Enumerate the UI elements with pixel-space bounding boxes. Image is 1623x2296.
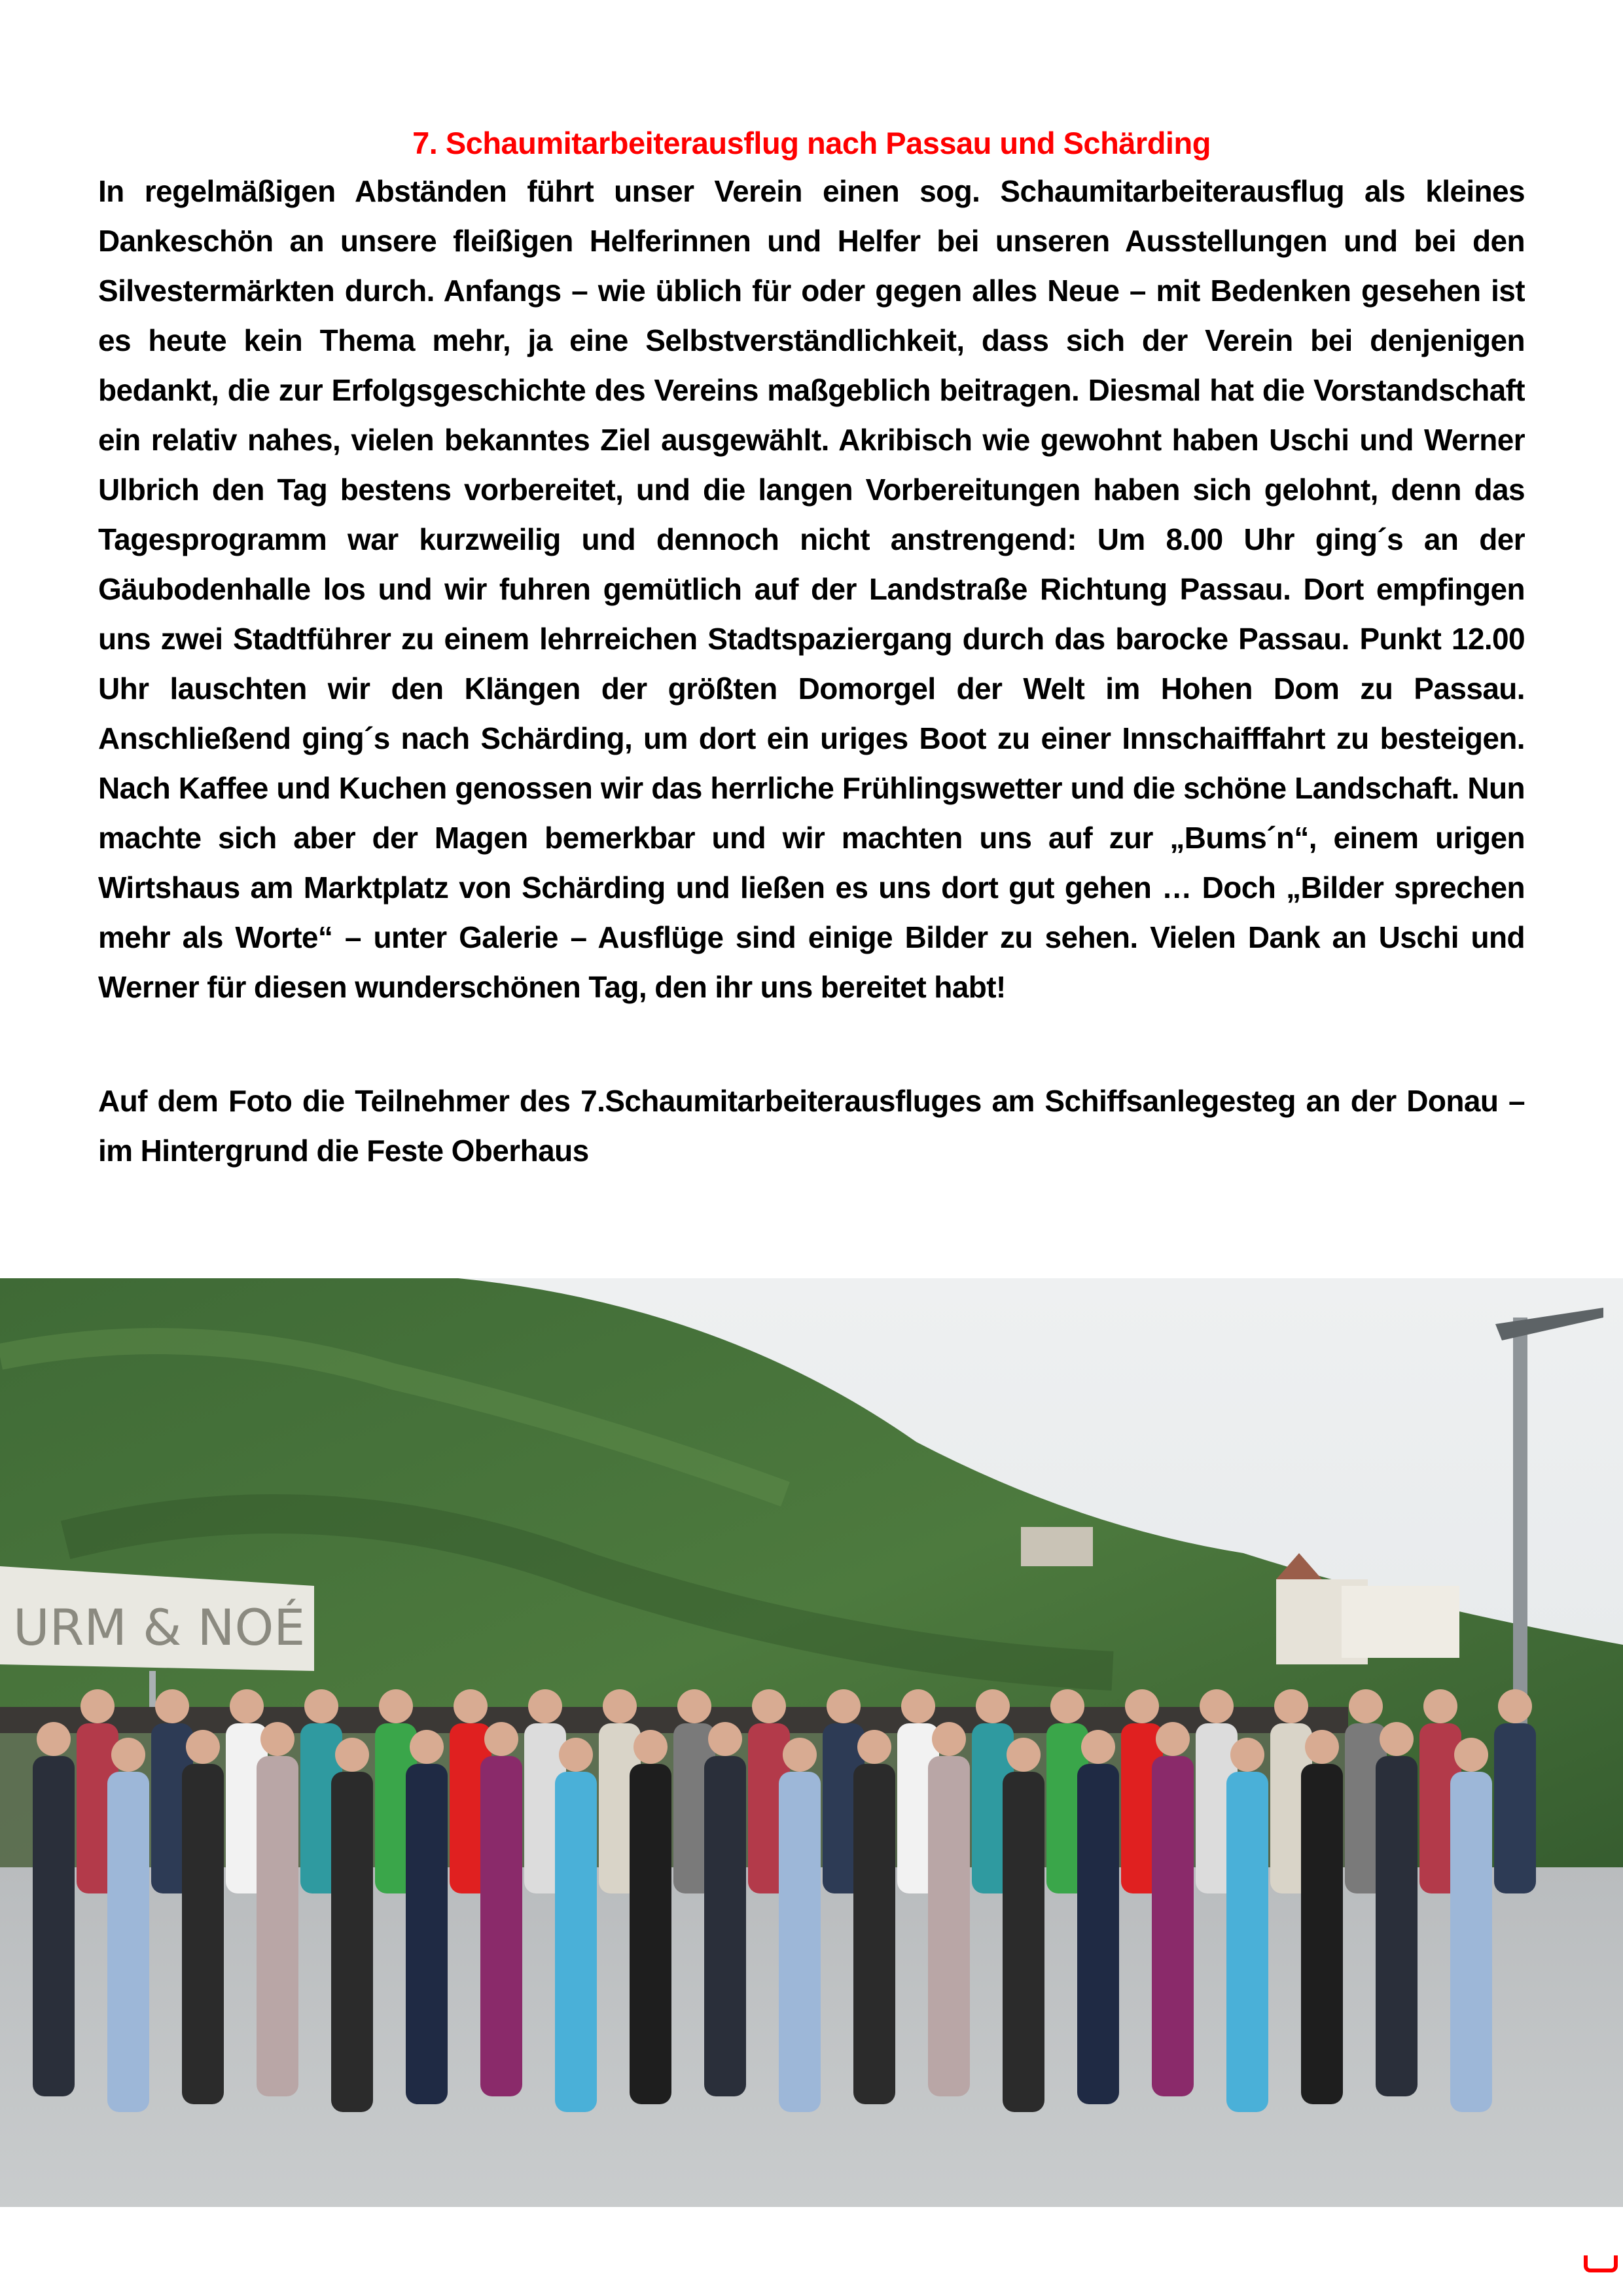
person-head: [559, 1738, 593, 1772]
person-body: [257, 1756, 298, 2096]
person-head: [1125, 1689, 1159, 1723]
person-body: [406, 1764, 448, 2104]
person-head: [901, 1689, 935, 1723]
photo-caption: Auf dem Foto die Teilnehmer des 7.Schaumitarbeiterausfluges am Schiffsanlegesteg an der Donau – im Hintergrund die Feste Oberhaus: [98, 1084, 1525, 1168]
person-body: [1376, 1756, 1418, 2096]
person-head: [677, 1689, 711, 1723]
person-head: [1498, 1689, 1532, 1723]
page-corner-mark: [1584, 2255, 1618, 2272]
person-body: [1450, 1772, 1492, 2112]
person-head: [857, 1730, 891, 1764]
group-of-people: [33, 1689, 1536, 2112]
person-head: [304, 1689, 338, 1723]
person-body: [480, 1756, 522, 2096]
person-body: [853, 1764, 895, 2104]
person-head: [111, 1738, 145, 1772]
person-body: [704, 1756, 746, 2096]
group-photo: [0, 1278, 1623, 2207]
person-head: [186, 1730, 220, 1764]
group-photo-illustration: [0, 1278, 1623, 2207]
person-head: [80, 1689, 115, 1723]
person-body: [1301, 1764, 1343, 2104]
person-head: [1380, 1722, 1414, 1756]
person-head: [1454, 1738, 1488, 1772]
person-head: [752, 1689, 786, 1723]
person-head: [155, 1689, 189, 1723]
person-head: [484, 1722, 518, 1756]
person-head: [230, 1689, 264, 1723]
person-head: [1156, 1722, 1190, 1756]
person-head: [633, 1730, 668, 1764]
person-body: [555, 1772, 597, 2112]
person-body: [107, 1772, 149, 2112]
person-body: [1152, 1756, 1194, 2096]
person-body: [1494, 1723, 1536, 1893]
person-head: [454, 1689, 488, 1723]
person-head: [603, 1689, 637, 1723]
person-head: [379, 1689, 413, 1723]
person-body: [33, 1756, 75, 2096]
person-head: [1305, 1730, 1339, 1764]
person-head: [1274, 1689, 1308, 1723]
person-head: [335, 1738, 369, 1772]
page-title: 7. Schaumitarbeiterausflug nach Passau und Schärding: [412, 126, 1211, 161]
person-body: [928, 1756, 970, 2096]
person-body: [1003, 1772, 1044, 2112]
person-head: [260, 1722, 294, 1756]
person-head: [1230, 1738, 1264, 1772]
person-head: [528, 1689, 562, 1723]
person-head: [1349, 1689, 1383, 1723]
person-body: [182, 1764, 224, 2104]
person-body: [1077, 1764, 1119, 2104]
person-head: [1050, 1689, 1084, 1723]
person-head: [976, 1689, 1010, 1723]
person-head: [932, 1722, 966, 1756]
person-body: [331, 1772, 373, 2112]
person-head: [410, 1730, 444, 1764]
person-body: [1226, 1772, 1268, 2112]
person-body: [630, 1764, 671, 2104]
person-head: [783, 1738, 817, 1772]
person-head: [827, 1689, 861, 1723]
person-head: [37, 1722, 71, 1756]
person-head: [1007, 1738, 1041, 1772]
person-head: [708, 1722, 742, 1756]
person-head: [1423, 1689, 1457, 1723]
sign-text: URM & NOÉ: [13, 1598, 306, 1657]
person-body: [779, 1772, 821, 2112]
person-head: [1081, 1730, 1115, 1764]
person-head: [1200, 1689, 1234, 1723]
article-paragraph: In regelmäßigen Abständen führt unser Verein einen sog. Schaumitarbeiterausflug als kleines Dankeschön an unsere fleißigen Helferinnen und Helfer bei unseren Ausstellungen und bei den Silvestermärkten durch. Anfangs – wie üblich für oder gegen alles Neue – mit Bedenken gesehen ist es heute kein Thema mehr, ja eine Selbstverständlichkeit, dass sich der Verein bei denjenigen bedankt, die zur Erfolgsgeschichte des Vereins maßgeblich beitragen. Diesmal hat die Vorstandschaft ein relativ nahes, vielen bekanntes Ziel ausgewählt. Akribisch wie gewohnt haben Uschi und Werner Ulbrich den Tag bestens vorbereitet, und die langen Vorbereitungen haben sich gelohnt, denn das Tagesprogramm war kurzweilig und dennoch nicht anstrengend: Um 8.00 Uhr ging´s an der Gäubodenhalle los und wir fuhren gemütlich auf der Landstraße Richtung Passau. Dort empfingen uns zwei Stadtführer zu einem lehrreichen Stadtspaziergang durch das barocke Passau. Punkt 12.00 Uhr lauschten wir den Klängen der größten Domorgel der Welt im Hohen Dom zu Passau. Anschließend ging´s nach Schärding, um dort ein uriges Boot zu einer Innschaifffahrt zu besteigen. Nach Kaffee und Kuchen genossen wir das herrliche Frühlingswetter und die schöne Landschaft. Nun machte sich aber der Magen bemerkbar und wir machten uns auf zur „Bums´n“, einem urigen Wirtshaus am Marktplatz von Schärding und ließen es uns dort gut gehen … Doch „Bilder sprechen mehr als Worte“ – unter Galerie – Ausflüge sind einige Bilder zu sehen. Vielen Dank an Uschi und Werner für diesen wunderschönen Tag, den ihr uns bereitet habt!: [98, 174, 1525, 1004]
